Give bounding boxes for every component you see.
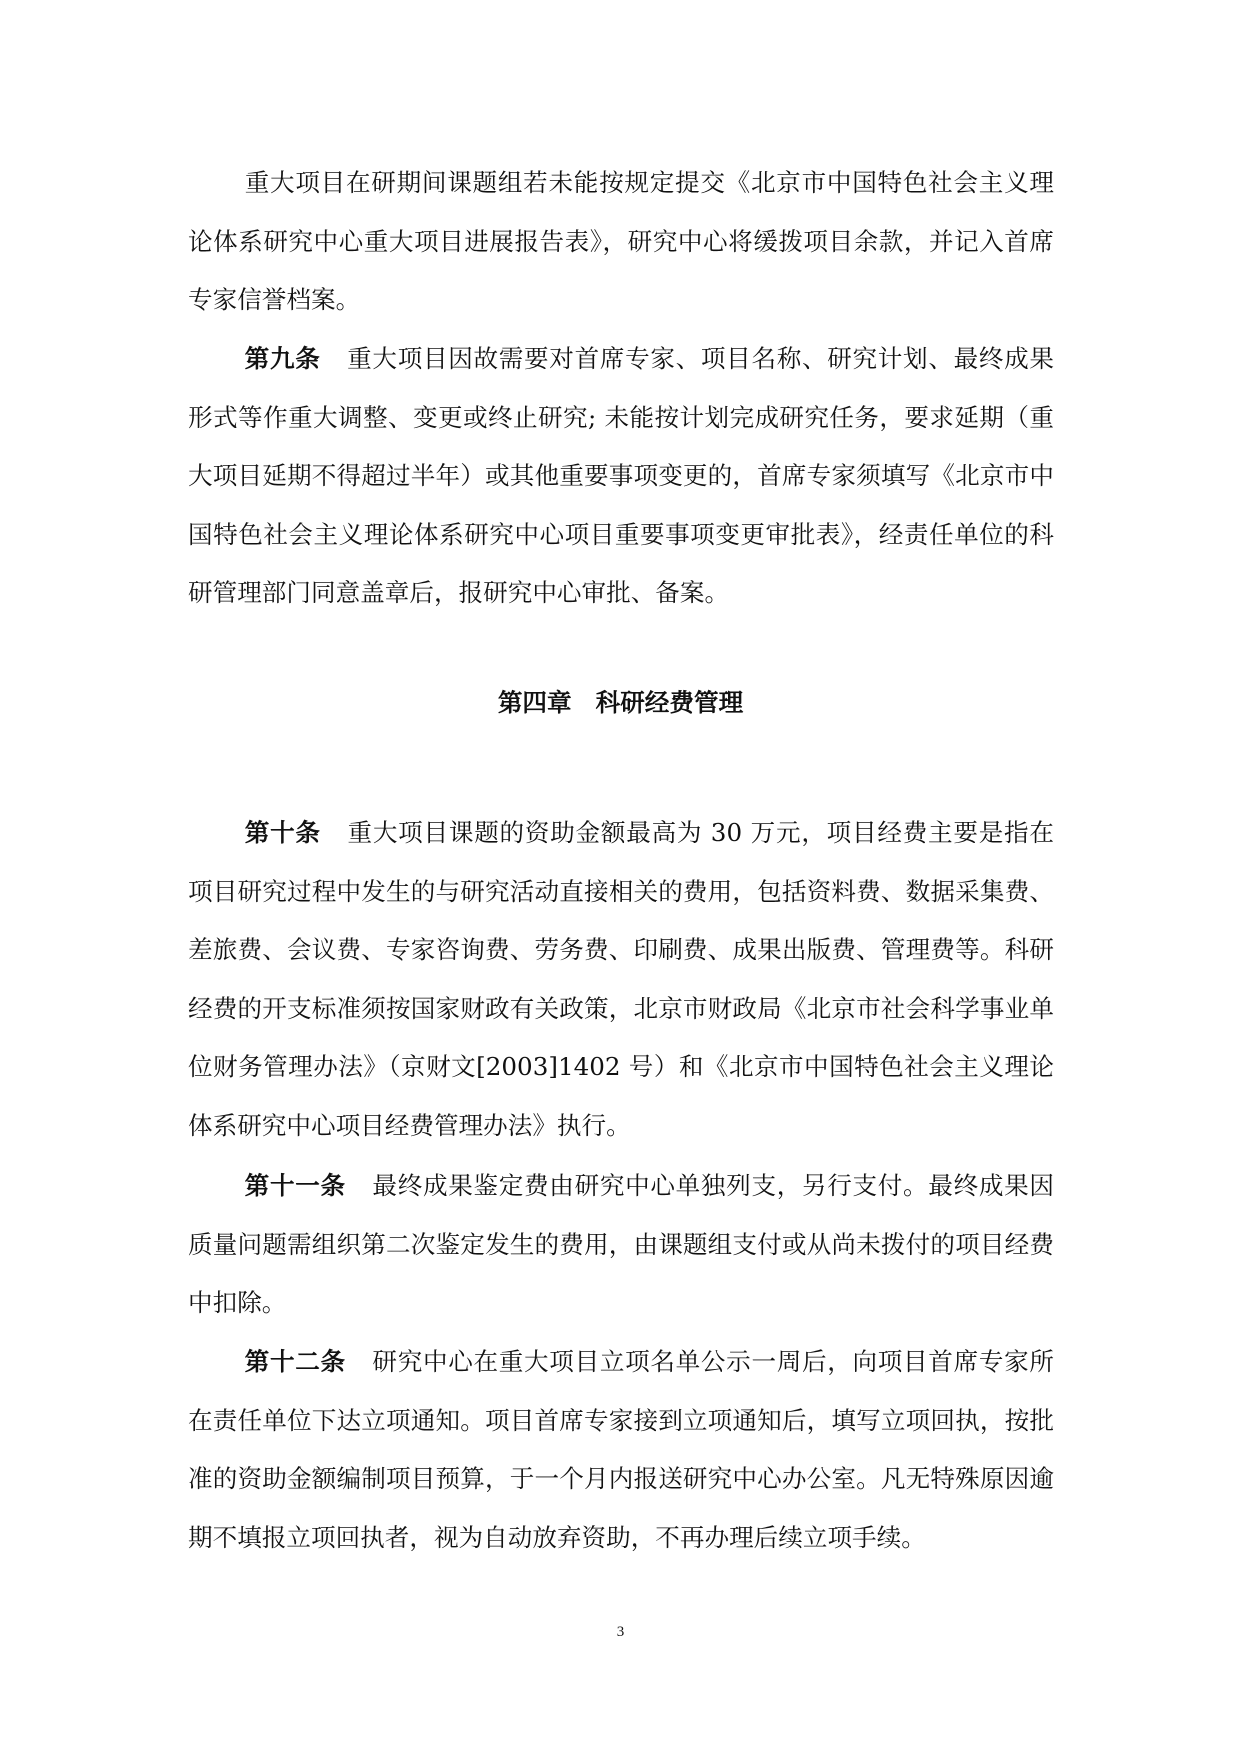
article-9 [188,330,1054,623]
page-number: 3 [616,1624,625,1640]
article-heading: 第十二条 [244,1347,346,1376]
paragraph-text: 研究中心在重大项目立项名单公示一周后，向项目首席专家所在责任单位下达立项通知。项目首席专家接到立项通知后，填写立项回执，按批准的资助金额编制项目预算，于一个月内报送研究中心办公室。凡无特殊原因逾期不填报立项回执者，视为自动放弃资助，不再办理后续立项手续。 [188,1347,1054,1552]
paragraph-text: 重大项目课题的资助金额最高为 30 万元，项目经费主要是指在项目研究过程中发生的与研究活动直接相关的费用，包括资料费、数据采集费、差旅费、会议费、专家咨询费、劳务费、印刷费、成果出版费、管理费等。科研经费的开支标准须按国家财政有关政策，北京市财政局《北京市社会科学事业单位财务管理办法》（京财文[2003]1402 号）和《北京市中国特色社会主义理论体系研究中心项目经费管理办法》执行。 [188,818,1054,1140]
paragraph-text: 重大项目在研期间课题组若未能按规定提交《北京市中国特色社会主义理论体系研究中心重大项目进展报告表》，研究中心将缓拨项目余款，并记入首席专家信誉档案。 [188,168,1054,314]
chapter-number: 第四章 [497,688,572,717]
chapter-heading [0,684,1241,719]
article-heading: 第九条 [244,344,321,373]
article-12 [188,1333,1054,1567]
article-10 [188,804,1054,1155]
article-heading: 第十一条 [244,1171,346,1200]
article-11 [188,1157,1054,1333]
paragraph-text: 重大项目因故需要对首席专家、项目名称、研究计划、最终成果形式等作重大调整、变更或终止研究; 未能按计划完成研究任务，要求延期（重大项目延期不得超过半年）或其他重要事项变更的，首席专家须填写《北京市中国特色社会主义理论体系研究中心项目重要事项变更审批表》，经责任单位的科研管理部门同意盖章后，报研究中心审批、备案。 [188,344,1054,607]
paragraph-progress-report [188,154,1054,330]
chapter-title: 科研经费管理 [595,688,744,717]
article-heading: 第十条 [244,818,321,847]
paragraph-text: 最终成果鉴定费由研究中心单独列支，另行支付。最终成果因质量问题需组织第二次鉴定发生的费用，由课题组支付或从尚未拨付的项目经费中扣除。 [188,1171,1054,1317]
